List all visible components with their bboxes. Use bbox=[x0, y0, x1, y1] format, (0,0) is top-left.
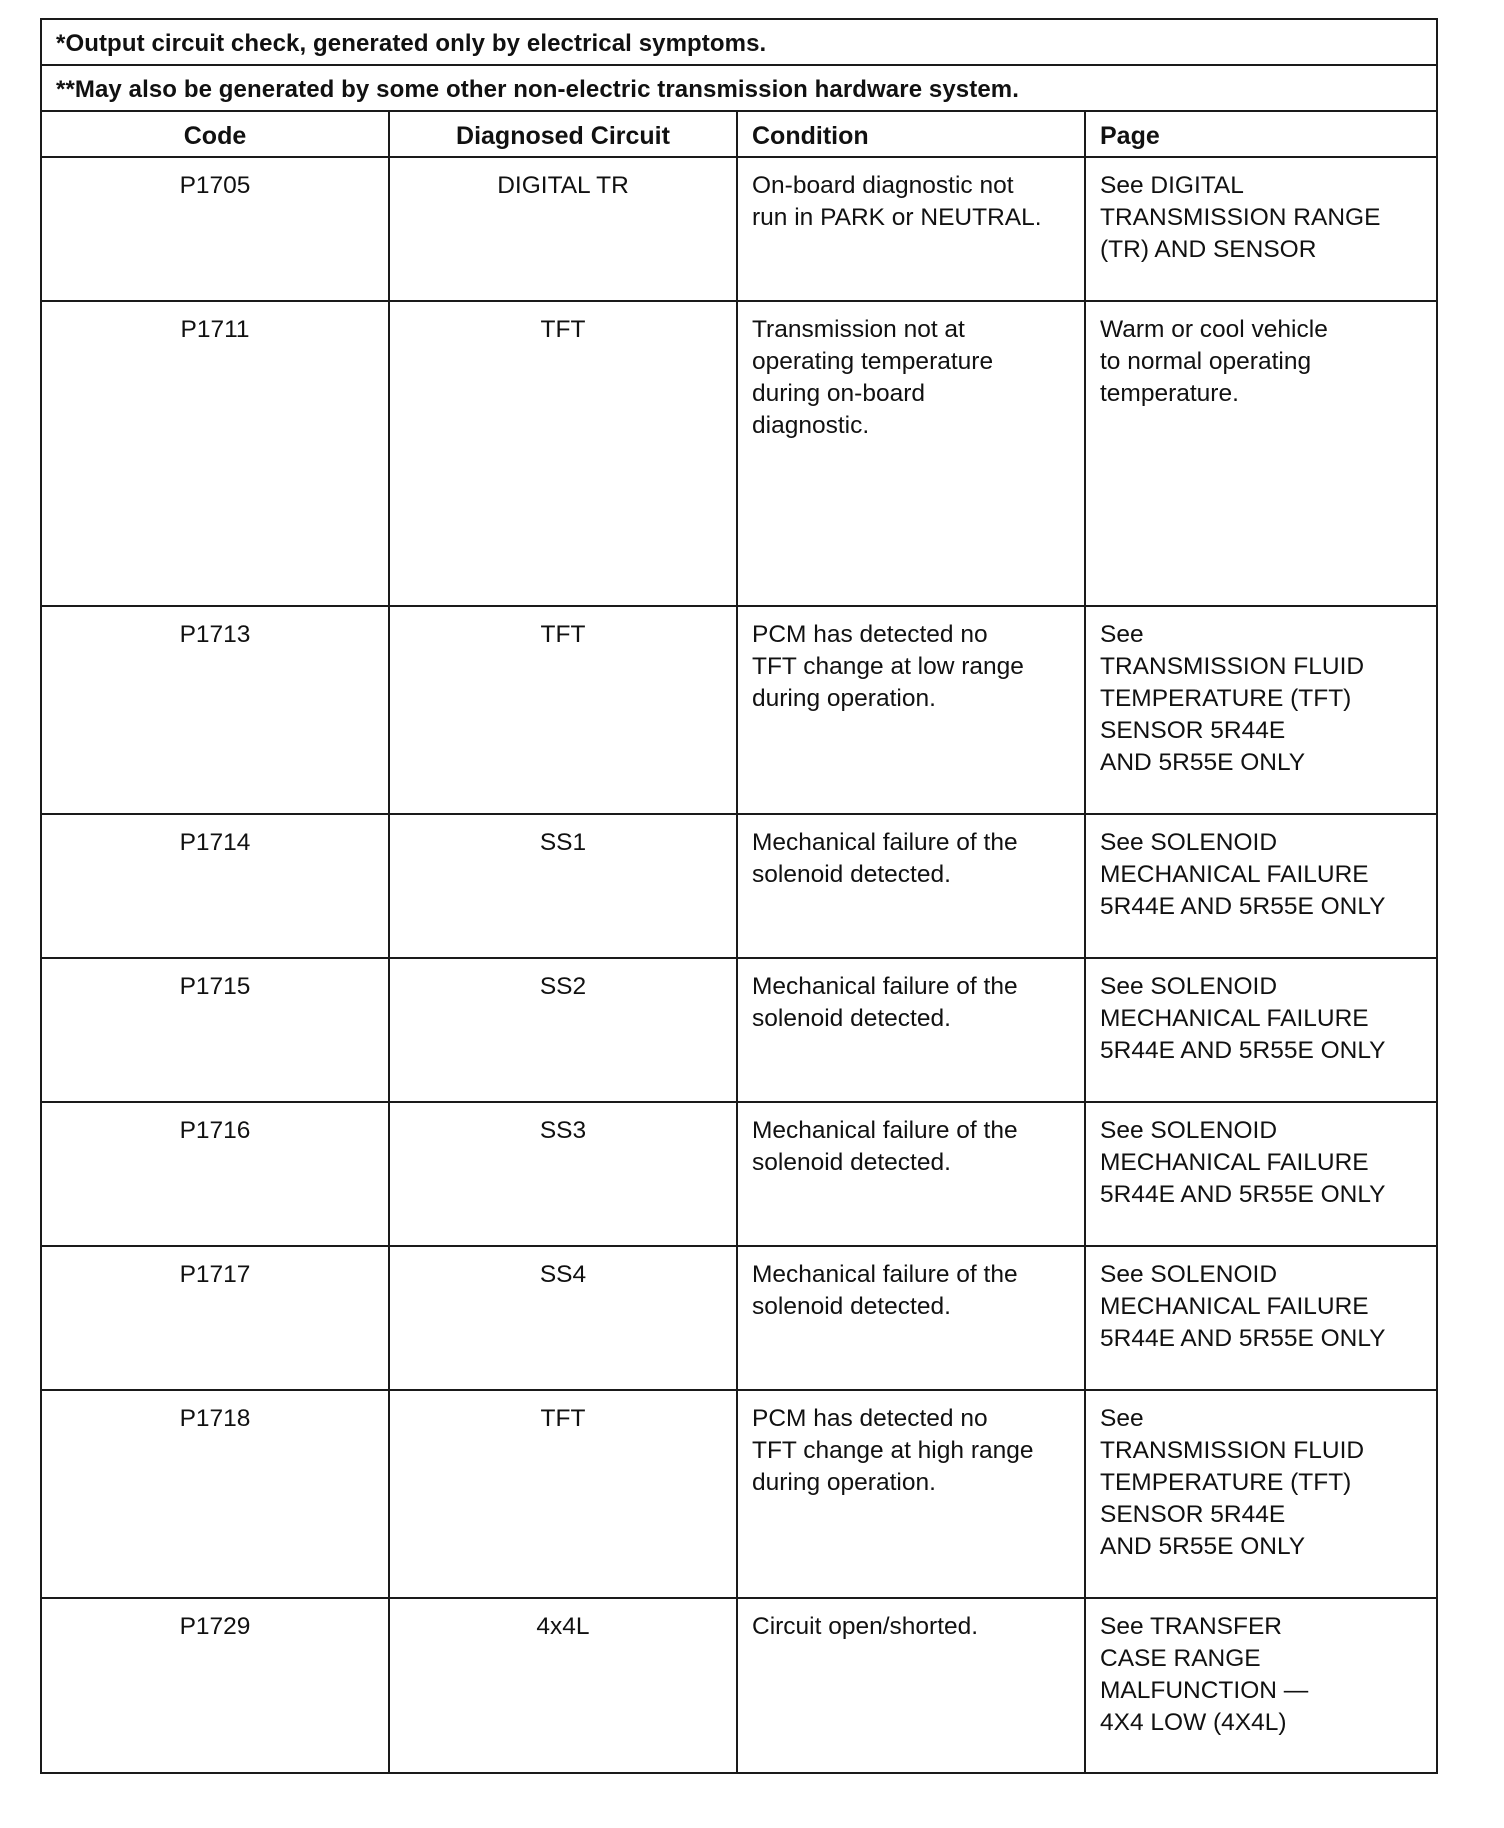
circuit-cell: SS4 bbox=[389, 1246, 737, 1390]
table-row bbox=[41, 814, 1437, 958]
condition-cell: Mechanical failure of the solenoid detected. bbox=[737, 814, 1085, 958]
circuit-cell: SS1 bbox=[389, 814, 737, 958]
circuit-cell: DIGITAL TR bbox=[389, 157, 737, 301]
condition-cell: Mechanical failure of the solenoid detected. bbox=[737, 958, 1085, 1102]
note-output-circuit: *Output circuit check, generated only by electrical symptoms. bbox=[41, 19, 1437, 65]
condition-cell: PCM has detected no TFT change at low range during operation. bbox=[737, 606, 1085, 814]
note-row-1 bbox=[41, 19, 1437, 65]
table-row bbox=[41, 1246, 1437, 1390]
page-cell: See DIGITAL TRANSMISSION RANGE (TR) AND SENSOR bbox=[1085, 157, 1437, 301]
page-cell: See TRANSFER CASE RANGE MALFUNCTION — 4X4 LOW (4X4L) bbox=[1085, 1598, 1437, 1773]
header-diagnosed-circuit: Diagnosed Circuit bbox=[389, 111, 737, 157]
code-cell: P1716 bbox=[41, 1102, 389, 1246]
table-row bbox=[41, 157, 1437, 301]
page-cell: See SOLENOID MECHANICAL FAILURE 5R44E AND 5R55E ONLY bbox=[1085, 1102, 1437, 1246]
circuit-cell: TFT bbox=[389, 301, 737, 606]
page-cell: See SOLENOID MECHANICAL FAILURE 5R44E AND 5R55E ONLY bbox=[1085, 1246, 1437, 1390]
code-cell: P1717 bbox=[41, 1246, 389, 1390]
table-row bbox=[41, 1102, 1437, 1246]
code-cell: P1711 bbox=[41, 301, 389, 606]
condition-cell: Circuit open/shorted. bbox=[737, 1598, 1085, 1773]
code-cell: P1718 bbox=[41, 1390, 389, 1598]
condition-cell: Mechanical failure of the solenoid detected. bbox=[737, 1246, 1085, 1390]
dtc-table-sheet bbox=[40, 18, 1436, 1774]
dtc-table bbox=[40, 18, 1438, 1774]
table-row bbox=[41, 606, 1437, 814]
condition-cell: Transmission not at operating temperature during on-board diagnostic. bbox=[737, 301, 1085, 606]
code-cell: P1729 bbox=[41, 1598, 389, 1773]
condition-cell: PCM has detected no TFT change at high range during operation. bbox=[737, 1390, 1085, 1598]
page-cell: See TRANSMISSION FLUID TEMPERATURE (TFT) SENSOR 5R44E AND 5R55E ONLY bbox=[1085, 606, 1437, 814]
header-code: Code bbox=[41, 111, 389, 157]
code-cell: P1715 bbox=[41, 958, 389, 1102]
page-cell: See TRANSMISSION FLUID TEMPERATURE (TFT) SENSOR 5R44E AND 5R55E ONLY bbox=[1085, 1390, 1437, 1598]
table-row bbox=[41, 301, 1437, 606]
note-non-electric: **May also be generated by some other non-electric transmission hardware system. bbox=[41, 65, 1437, 111]
code-cell: P1713 bbox=[41, 606, 389, 814]
circuit-cell: SS3 bbox=[389, 1102, 737, 1246]
condition-cell: On-board diagnostic not run in PARK or NEUTRAL. bbox=[737, 157, 1085, 301]
code-cell: P1705 bbox=[41, 157, 389, 301]
table-row bbox=[41, 1390, 1437, 1598]
circuit-cell: SS2 bbox=[389, 958, 737, 1102]
header-page: Page bbox=[1085, 111, 1437, 157]
table-row bbox=[41, 1598, 1437, 1773]
page-cell: Warm or cool vehicle to normal operating temperature. bbox=[1085, 301, 1437, 606]
table-row bbox=[41, 958, 1437, 1102]
code-cell: P1714 bbox=[41, 814, 389, 958]
page-cell: See SOLENOID MECHANICAL FAILURE 5R44E AND 5R55E ONLY bbox=[1085, 814, 1437, 958]
circuit-cell: TFT bbox=[389, 1390, 737, 1598]
circuit-cell: TFT bbox=[389, 606, 737, 814]
page-cell: See SOLENOID MECHANICAL FAILURE 5R44E AND 5R55E ONLY bbox=[1085, 958, 1437, 1102]
note-row-2 bbox=[41, 65, 1437, 111]
condition-cell: Mechanical failure of the solenoid detected. bbox=[737, 1102, 1085, 1246]
header-condition: Condition bbox=[737, 111, 1085, 157]
circuit-cell: 4x4L bbox=[389, 1598, 737, 1773]
header-row bbox=[41, 111, 1437, 157]
